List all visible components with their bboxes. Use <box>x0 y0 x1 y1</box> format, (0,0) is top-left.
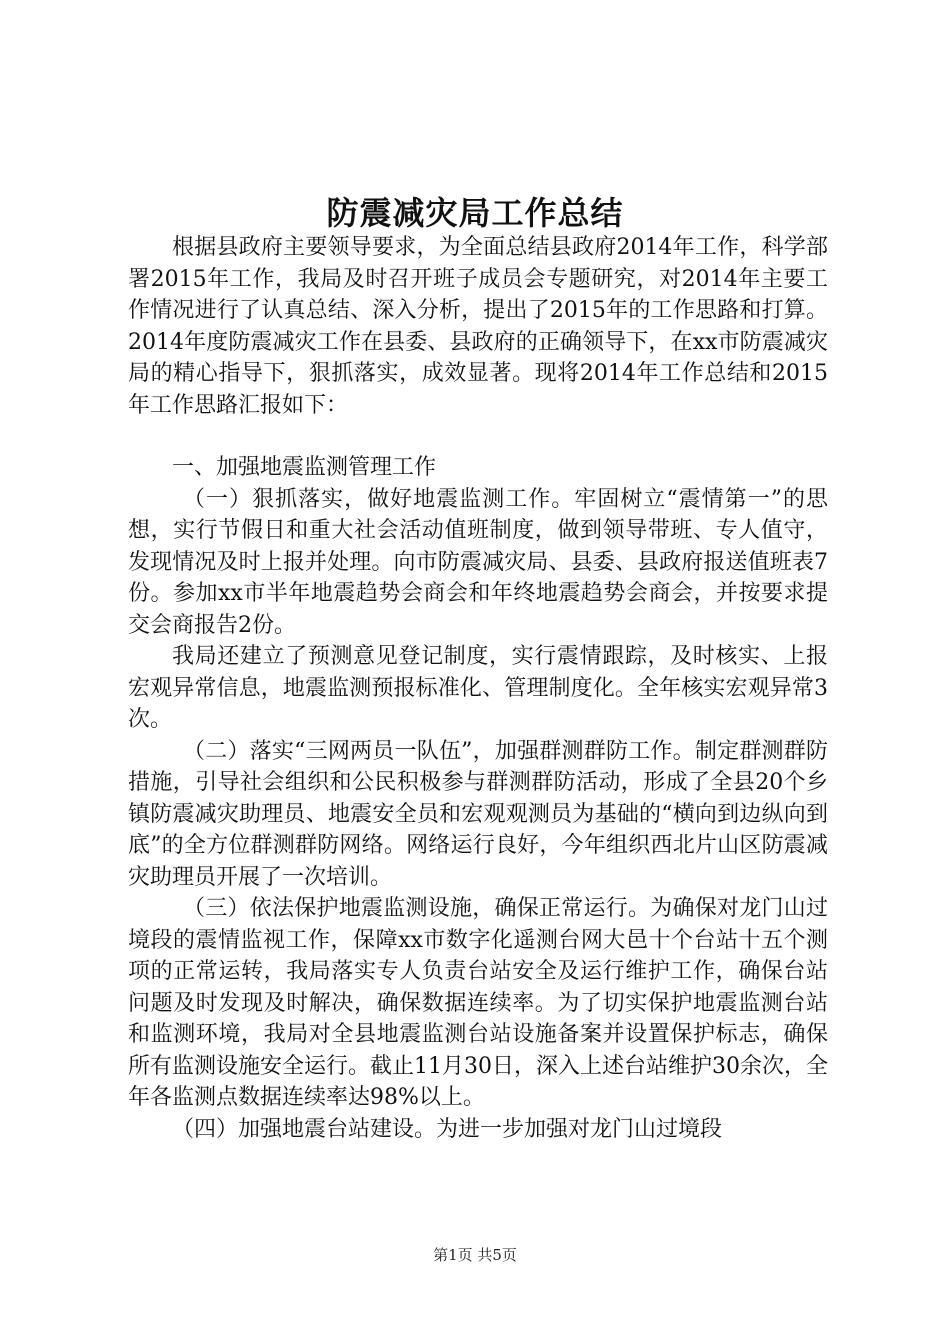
paragraph-station-construction: （四）加强地震台站建设。为进一步加强对龙门山过境段 <box>172 1116 723 1142</box>
page-title: 防震减灾局工作总结 <box>326 194 624 232</box>
intro-paragraph: 根据县政府主要领导要求，为全面总结县政府2014年工作，科学部署2015年工作，我局及时召开班子成员会专题研究，对2014年主要工作情况进行了认真总结、深入分析，提出了2015年的工作思路和打算。2014年度防震减灾工作在县委、县政府的正确领导下，在xx市防震减灾局的精心指导下，狠抓落实，成效显著。现将2014年工作总结和2015年工作思路汇报如下： <box>128 235 828 418</box>
section-heading: 一、加强地震监测管理工作 <box>172 455 437 480</box>
document-body <box>128 232 828 1145</box>
paragraph-registration: 我局还建立了预测意见登记制度，实行震情跟踪，及时核实、上报宏观异常信息，地震监测预报标准化、管理制度化。全年核实宏观异常3次。 <box>128 644 828 732</box>
paragraph-facility-protection: （三）依法保护地震监测设施，确保正常运行。为确保对龙门山过境段的震情监视工作，保障xx市数字化遥测台网大邑十个台站十五个测项的正常运转，我局落实专人负责台站安全及运行维护工作，确保台站问题及时发现及时解决，确保数据连续率。为了切实保护地震监测台站和监测环境，我局对全县地震监测台站设施备案并设置保护标志，确保所有监测设施安全运行。截止11月30日，深入上述台站维护30余次，全年各监测点数据连续率达98%以上。 <box>128 896 828 1110</box>
paragraph-monitoring: （一）狠抓落实，做好地震监测工作。牢固树立“震情第一”的思想，实行节假日和重大社会活动值班制度，做到领导带班、专人值守，发现情况及时上报并处理。向市防震减灾局、县委、县政府报送值班表7份。参加xx市半年地震趋势会商会和年终地震趋势会商会，并按要求提交会商报告2份。 <box>128 486 828 638</box>
page-footer: 第1页 共5页 <box>433 1246 517 1264</box>
paragraph-group-prevention: （二）落实“三网两员一队伍”，加强群测群防工作。制定群测群防措施，引导社会组织和公民积极参与群测群防活动，形成了全县20个乡镇防震减灾助理员、地震安全员和宏观观测员为基础的“横向到边纵向到底”的全方位群测群防网络。网络运行良好，今年组织西北片山区防震减灾助理员开展了一次培训。 <box>128 738 828 890</box>
